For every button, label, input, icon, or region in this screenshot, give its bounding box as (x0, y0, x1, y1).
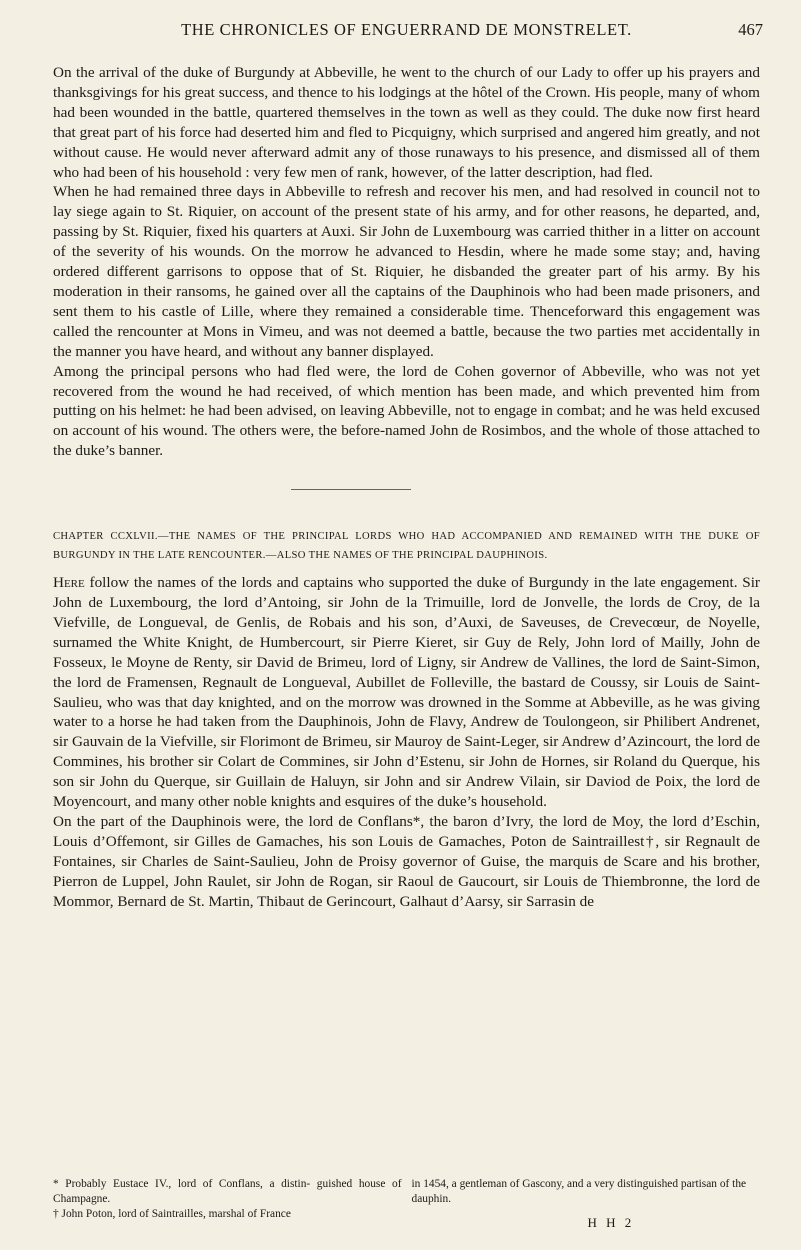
footnote-column-right (412, 1177, 761, 1231)
footnote: * Probably Eustace IV., lord of Conflans, a distin- guished house of Champagne. (53, 1178, 402, 1206)
footnote-continuation: in 1454, a gentleman of Gascony, and a very distinguished partisan of the dauphin. (411, 1178, 747, 1206)
running-title: THE CHRONICLES OF ENGUERRAND DE MONSTRELET. (181, 20, 632, 39)
paragraph: Among the principal persons who had fled were, the lord de Cohen governor of Abbeville, who was not yet recovered from the wound he had received, of which mention has been made, and which prevented him from putting on his helmet: he had been advised, on leaving Abbeville, not to engage in combat; and he was held excused on account of his wound. The others were, the before-named John de Rosimbos, and the whole of those attached to the duke’s banner. (53, 362, 760, 460)
footnote: † John Poton, lord of Saintrailles, marshal of France (53, 1208, 291, 1221)
signature-mark: H H 2 (587, 1215, 635, 1231)
page-number: 467 (738, 20, 763, 39)
chapter-paragraph: On the part of the Dauphinois were, the lord de Conflans*, the baron d’Ivry, the lord de Moy, the lord d’Eschin, Louis d’Offemont, sir Gilles de Gamaches, his son Louis de Gamaches, Poton de Saintraillest†, sir Regnault de Fontaines, sir Charles de Saint-Saulieu, John de Proisy governor of Guise, the marquis de Scare and his brother, Pierron de Luppel, John Raulet, sir John de Rogan, sir Raoul de Gaucourt, sir Louis de Thiembronne, the lord de Mommor, Bernard de St. Martin, Thibaut de Gerincourt, Galhaut d’Aarsy, sir Sarrasin de (53, 813, 760, 910)
footnote-column-left (53, 1177, 412, 1231)
opening-word: Here (53, 574, 85, 592)
body-text (53, 63, 760, 912)
section-divider (291, 489, 411, 490)
chapter-body (53, 573, 760, 911)
running-header (53, 0, 763, 46)
paragraph: When he had remained three days in Abbeville to refresh and recover his men, and had resolved in council not to lay siege again to St. Riquier, on account of the present state of his army, and for other reasons, he departed, and, passing by St. Riquier, fixed his quarters at Auxi. Sir John de Luxembourg was carried thither in a litter on account of the severity of his wounds. On the morrow he advanced to Hesdin, where he made some stay; and, having ordered different garrisons to oppose that of St. Riquier, he disbanded the greater part of his army. By his moderation in their ransoms, he gained over all the captains of the Dauphinois who had been made prisoners, and sent them to his castle of Lille, where they remained a considerable time. Thenceforward this engagement was called the rencounter at Mons in Vimeu, and was not deemed a battle, because the two parties met accidentally in the manner you have heard, and without any banner displayed. (53, 183, 760, 360)
paragraph-text: follow the names of the lords and captains who supported the duke of Burgundy in the late engagement. Sir John de Luxembourg, the lord d’Antoing, sir John de la Trimuille, lord de Jonvelle, the lords de Croy, de la Viefville, de Longueval, de Genlis, de Robais and his son, d’Auxi, de Saveuses, de Crevecœur, de Noyelle, surnamed the White Knight, de Humbercourt, sir Pierre Kieret, sir Guy de Rely, John lord of Mailly, John de Fosseux, le Moyne de Renty, sir David de Brimeu, lord of Ligny, sir Andrew de Vallines, the lord de Saint-Simon, the lord de Framensen, Regnault de Longueval, Aubillet de Folleville, the bastard de Coussy, sir Louis de Saint-Saulieu, who was that day knighted, and on the morrow was drowned in the Somme at Abbeville, as he was giving water to a horse he had taken from the Dauphinois, John de Flavy, Andrew de Toulongeon, sir Philibert Andrenet, sir Gauvain de la Viefville, sir Florimont de Brimeu, sir Mauroy de Saint-Leger, sir Andrew d’Azincourt, the lord de Commines, his brother sir Colart de Commines, sir John d’Estenu, sir John de Hornes, sir Roland du Querque, his son sir John du Querque, sir Guillain de Haluyn, sir John and sir Andrew Vilain, sir Daviod de Poix, the lord de Moyencourt, and many other noble knights and esquires of the duke’s household. (53, 574, 760, 811)
chapter-heading: CHAPTER CCXLVII.—THE NAMES OF THE PRINCIPAL LORDS WHO HAD ACCOMPANIED AND REMAINED WITH THE DUKE OF BURGUNDY IN THE LATE RENCOUNTER.—ALSO THE NAMES OF THE PRINCIPAL DAUPHINOIS. (53, 531, 760, 562)
paragraph: On the arrival of the duke of Burgundy at Abbeville, he went to the church of our Lady to offer up his prayers and thanksgivings for his great success, and thence to his lodgings at the hôtel of the Crown. His people, many of whom had been wounded in the battle, quartered themselves in the town as well as they could. The duke now first heard that great part of his force had deserted him and fled to Picquigny, which surprised and angered him greatly, and not without cause. He would never afterward admit any of those runaways to his presence, and dismissed all of them who had been of his household : very few men of rank, however, of the latter description, had fled. (53, 64, 760, 181)
footnotes (53, 1177, 760, 1231)
chapter-paragraph (53, 573, 760, 812)
